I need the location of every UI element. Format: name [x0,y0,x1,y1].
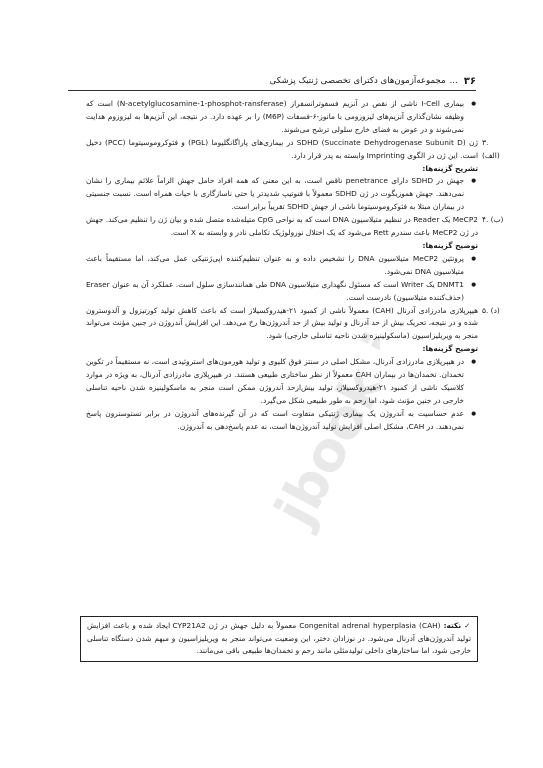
header-title: مجموعه‌آزمون‌های دکترای تخصصی ژنتیک پزشکی [269,76,446,86]
note-box [80,616,478,662]
answer-item [86,137,500,163]
bullet-item [86,175,478,214]
watermark-text: jbook.ir [262,310,380,536]
bullet-item [86,279,478,305]
answer-number: ۵. (د) [482,305,500,315]
bullet-text: جهش در SDHD دارای penetrance ناقص است، به این معنی که همه افراد حامل جهش الزاماً علائم بیماری را نشان نمی‌دهند. جهش هموزیگوت در ژن SDHD معمولاً با فنوتیپ شدیدتر یا حتی ناسازگاری با حیات همراه است. نسبت جنسیتی در بیماران مبتلا به فئوکروموسیتوما ناشی از جهش SDHD تقریباً برابر است. [86,176,465,212]
answer-text: هیپرپلازی مادرزادی آدرنال (CAH) معمولاً ناشی از کمبود ۲۱-هیدروکسیلاز است که باعث کاهش تولید کورتیزول و آلدوسترون شده و در نتیجه، تحریک بیش از حد آدرنال و تولید بیش از حد آندروژن‌ها رخ می‌دهد. این افزایش آندروژن در جنین مؤنث می‌تواند منجر به ویریلیزاسیون (ماسکولینیزه شدن ناحیه تناسلی خارجی) شود. [86,305,478,341]
subheading: توضیح گزینه‌ها: [422,240,478,250]
subheading: تشریح گزینه‌ها: [422,163,478,173]
answer-number: ۳. (الف) [482,137,500,160]
bullet-item [86,408,478,434]
answer-number: ۴. (ب) [482,215,504,225]
bullet-text: عدم حساسیت به آندروژن یک بیماری ژنتیکی متفاوت است که در آن گیرنده‌های آندروژن در برابر تستوسترون پاسخ نمی‌دهند. در CAH، مشکل اصلی افزایش تولید آندروژن‌ها است، نه عدم پاسخ‌دهی به آندروژن. [86,408,464,431]
answer-item [86,214,504,240]
header-rule [68,90,476,91]
page-number: ۳۶ [463,75,476,87]
answer-text: ژن SDHD (Succinate Dehydrogenase Subunit D) در بیماری‌های پاراگانگلیوما (PGL) و فئوکروموسیتوما (PCC) دخیل است. این ژن در الگوی Imprinting وابسته به پدر قرار دارد. [86,137,478,160]
check-icon: ✓ [464,621,471,630]
answer-item [86,305,500,344]
note-label: نکته: [443,621,462,630]
bullet-text: بیماری I-Cell ناشی از نقص در آنزیم فسفوترانسفراز (N-acetylglucosamine-1-phosphot-ransferase) است که وظیفه نشان‌گذاری آنزیم‌های لیزوزومی با مانوز-۶-فسفات (M6P) را بر عهده دارد. در نتیجه، این آنزیم‌ها به لیزوزوم هدایت نمی‌شوند و در عوض به فضای خارج سلولی ترشح می‌شوند. [86,99,464,134]
answer-text: MeCP2 یک Reader در تنظیم متیلاسیون DNA است که به نواحی CpG متیله‌شده متصل شده و بیان ژن را تنظیم می‌کند. جهش در ژن MeCP2 باعث سندرم Rett می‌شود که یک اختلال نورولوژیک تکاملی نادر و وابسته به X است. [86,215,478,238]
bullet-item [86,356,478,408]
bullet-text: در هیپرپلازی مادرزادی آدرنال، مشکل اصلی در سنتز فوق کلیوی و تولید هورمون‌های استروئیدی است، نه مستقیماً در تکوین تخمدان. تخمدان‌ها در بیماران CAH معمولاً از نظر ساختاری طبیعی هستند. در هیپرپلازی مادرزادی آدرنال، به ویژه در موارد کلاسیک ناشی از کمبود ۲۱-هیدروکسیلاز، تولید بیش‌ازحد آندروژن ممکن است منجر به ماسکولینیزه شدن ناحیه تناسلی خارجی در جنین مؤنث شود، اما رحم به طور طبیعی شکل می‌گیرد. [86,357,464,405]
bullet-text: DNMT1 یک Writer است که مسئول نگهداری متیلاسیون DNA طی همانندسازی سلول است. عملکرد آن به عنوان Eraser (حذف‌کننده متیلاسیون) نادرست است. [86,279,464,302]
answer-content [86,98,504,434]
bullet-text: پروتئین MeCP2 متیلاسیون DNA را تشخیص داده و به عنوان تنظیم‌کننده اپی‌ژنتیکی عمل می‌کند، اما مستقیماً باعث متیلاسیون DNA نمی‌شود. [86,253,464,276]
subheading: توضیح گزینه‌ها: [422,344,478,354]
bullet-item [86,98,478,137]
page-header [68,74,476,88]
header-dots: ... [449,76,458,86]
note-text: Congenital adrenal hyperplasia (CAH) معمولاً به دلیل جهش در ژن CYP21A2 ایجاد شده و باعث افزایش تولید آندروژن‌های آدرنال می‌شود. در نوزادان دختر، این وضعیت می‌تواند منجر به ویریلیزاسیون و مبهم شدن دستگاه تناسلی خارجی شود، اما ساختارهای داخلی تولیدمثلی مانند رحم و تخمدان‌ها طبیعی باقی می‌مانند. [87,621,471,655]
bullet-item [86,253,478,279]
